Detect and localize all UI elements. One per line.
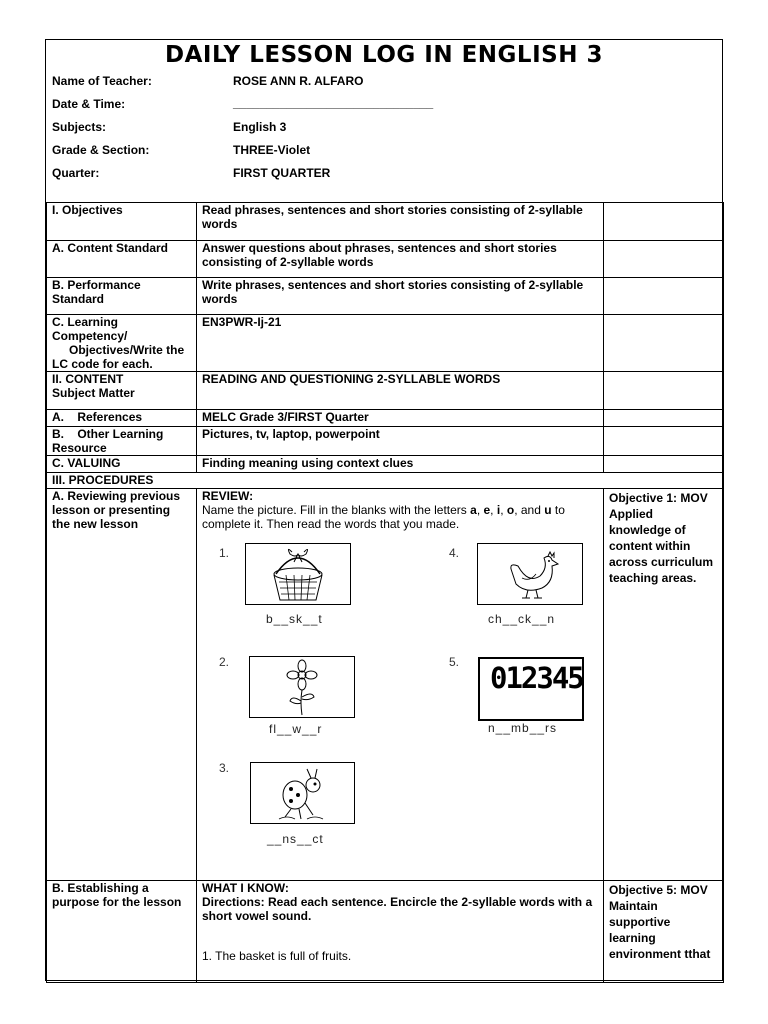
- numbers-icon: [478, 657, 584, 721]
- row-text: Finding meaning using context clues: [197, 456, 604, 473]
- subjects-label: Subjects:: [52, 120, 107, 134]
- sentence-item: 1. The basket is full of fruits.: [202, 949, 352, 963]
- row-label: C. Learning Competency/ Objectives/Write the LC code for each.: [47, 315, 197, 372]
- row-text: Pictures, tv, laptop, powerpoint: [197, 427, 604, 456]
- procedures-heading: III. PROCEDURES: [47, 473, 724, 489]
- empty-cell: [604, 410, 724, 427]
- table-row: [47, 881, 724, 983]
- row-text: EN3PWR-Ij-21: [197, 315, 604, 372]
- teacher-value: ROSE ANN R. ALFARO: [233, 74, 364, 88]
- row-label: A. Content Standard: [47, 241, 197, 278]
- picture-number: 3.: [219, 761, 230, 775]
- objective-cell: Objective 1: MOV Applied knowledge of content within across curriculum teaching areas.: [604, 489, 724, 881]
- lesson-log-frame: [45, 39, 723, 981]
- table-row: [47, 241, 724, 278]
- row-text: Write phrases, sentences and short stories consisting of 2-syllable words: [197, 278, 604, 315]
- directions-text: Directions: Read each sentence. Encircle the 2-syllable words with a short vowel sound.: [202, 895, 593, 923]
- row-label: A. References: [47, 410, 197, 427]
- insect-icon: [250, 762, 355, 824]
- picture-number: 2.: [219, 655, 230, 669]
- row-label: C. VALUING: [47, 456, 197, 473]
- row-label: B. Performance Standard: [47, 278, 197, 315]
- what-i-know-heading: WHAT I KNOW:: [202, 881, 289, 895]
- table-row: [47, 278, 724, 315]
- objective-cell: Objective 5: MOV Maintain supportive learning environment tthat: [604, 881, 724, 983]
- picture-word: n__mb__rs: [488, 721, 558, 735]
- empty-cell: [604, 315, 724, 372]
- review-instructions: Name the picture. Fill in the blanks with the letters a, e, i, o, and u to complete it. Then read the words that you made.: [202, 503, 565, 531]
- date-label: Date & Time:: [52, 97, 126, 111]
- teacher-label: Name of Teacher:: [52, 74, 152, 88]
- row-label: II. CONTENT Subject Matter: [47, 372, 197, 410]
- row-text: Answer questions about phrases, sentences and short stories consisting of 2-syllable words: [197, 241, 604, 278]
- review-cell: [197, 489, 604, 881]
- flower-icon: [249, 656, 355, 718]
- lesson-table: [46, 202, 724, 983]
- empty-cell: [604, 427, 724, 456]
- table-row: [47, 203, 724, 241]
- picture-word: ch__ck__n: [488, 612, 556, 626]
- review-heading: REVIEW:: [202, 489, 254, 503]
- picture-word: fl__w__r: [269, 722, 323, 736]
- row-text: Read phrases, sentences and short stories consisting of 2-syllable words: [197, 203, 604, 241]
- basket-icon: [245, 543, 351, 605]
- row-label: I. Objectives: [47, 203, 197, 241]
- empty-cell: [604, 241, 724, 278]
- empty-cell: [604, 372, 724, 410]
- date-value: ______________________________: [233, 96, 434, 110]
- numbers-digits: 012345: [490, 661, 583, 695]
- chicken-icon: [477, 543, 583, 605]
- row-label: B. Establishing a purpose for the lesson: [47, 881, 197, 983]
- table-row: [47, 315, 724, 372]
- table-row: [47, 372, 724, 410]
- empty-cell: [604, 456, 724, 473]
- picture-number: 4.: [449, 546, 460, 560]
- table-row: [47, 489, 724, 881]
- picture-grid: [202, 531, 598, 871]
- row-text: MELC Grade 3/FIRST Quarter: [197, 410, 604, 427]
- empty-cell: [604, 203, 724, 241]
- picture-word: b__sk__t: [266, 612, 323, 626]
- picture-word: __ns__ct: [267, 832, 324, 846]
- subjects-value: English 3: [233, 120, 287, 134]
- grade-value: THREE-Violet: [233, 143, 311, 157]
- empty-cell: [604, 278, 724, 315]
- purpose-cell: [197, 881, 604, 983]
- table-row: [47, 410, 724, 427]
- page-title: DAILY LESSON LOG IN ENGLISH 3: [165, 42, 603, 68]
- row-text: READING AND QUESTIONING 2-SYLLABLE WORDS: [197, 372, 604, 410]
- row-label: B. Other Learning Resource: [47, 427, 197, 456]
- table-row: [47, 456, 724, 473]
- quarter-label: Quarter:: [52, 166, 100, 180]
- picture-number: 5.: [449, 655, 460, 669]
- row-label: A. Reviewing previous lesson or presenting the new lesson: [47, 489, 197, 881]
- table-row: [47, 427, 724, 456]
- table-row: [47, 473, 724, 489]
- picture-number: 1.: [219, 546, 230, 560]
- grade-label: Grade & Section:: [52, 143, 150, 157]
- quarter-value: FIRST QUARTER: [233, 166, 331, 180]
